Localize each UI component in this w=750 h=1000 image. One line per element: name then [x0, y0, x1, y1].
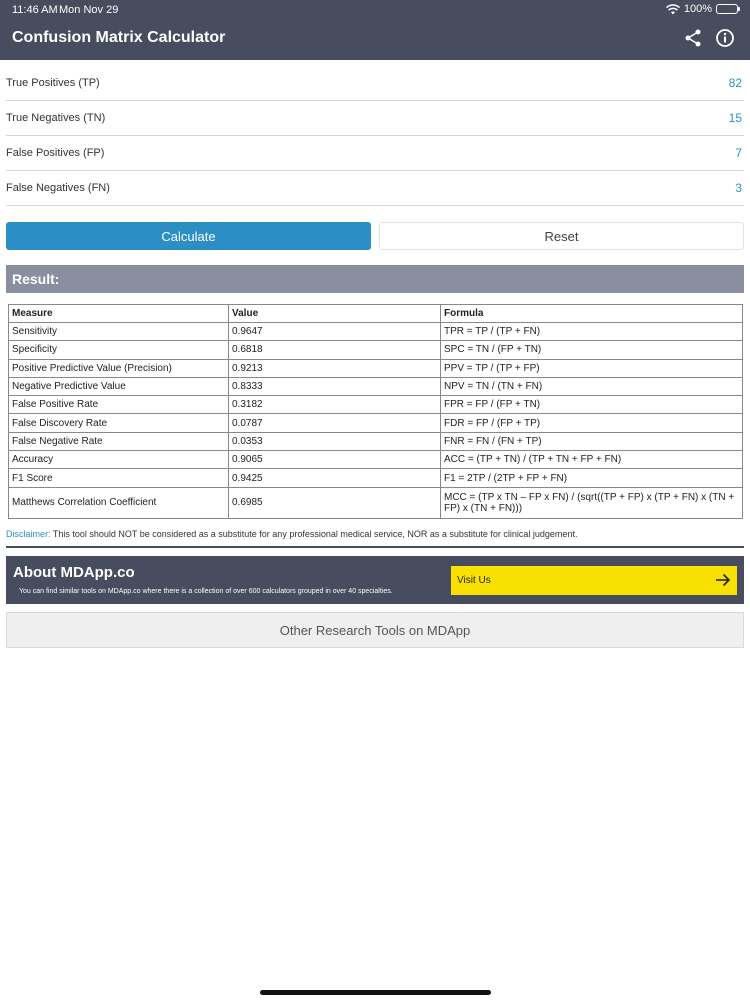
formula-cell: NPV = TN / (TN + FN) — [441, 377, 743, 395]
value-cell: 0.8333 — [229, 377, 441, 395]
divider — [6, 546, 744, 548]
value-cell: 0.9065 — [229, 451, 441, 469]
input-false-negatives[interactable] — [6, 171, 744, 206]
reset-button[interactable]: Reset — [379, 222, 744, 250]
input-true-negatives[interactable] — [6, 101, 744, 136]
value-cell: 0.0787 — [229, 414, 441, 432]
formula-cell: MCC = (TP x TN – FP x FN) / (sqrt((TP + FP) x (TP + FN) x (TN + FP) x (TN + FN))) — [441, 487, 743, 518]
about-banner — [6, 556, 744, 604]
formula-cell: FNR = FN / (FN + TP) — [441, 432, 743, 450]
value-cell: 0.9647 — [229, 323, 441, 341]
tp-label: True Positives (TP) — [6, 77, 100, 89]
result-table — [8, 304, 743, 519]
tp-input[interactable]: 82 — [728, 76, 742, 90]
table-row — [9, 341, 743, 359]
table-row — [9, 396, 743, 414]
result-heading: Result: — [6, 265, 744, 293]
formula-cell: ACC = (TP + TN) / (TP + TN + FP + FN) — [441, 451, 743, 469]
measure-cell: Negative Predictive Value — [9, 377, 229, 395]
table-row — [9, 377, 743, 395]
formula-cell: TPR = TP / (TP + FN) — [441, 323, 743, 341]
table-row — [9, 414, 743, 432]
disclaimer-label: Disclaimer: — [6, 529, 51, 539]
measure-cell: F1 Score — [9, 469, 229, 487]
input-true-positives[interactable] — [6, 66, 744, 101]
disclaimer-text: This tool should NOT be considered as a substitute for any professional medical service, NOR as a substitute for clinical judgement. — [50, 529, 578, 539]
about-title: About MDApp.co — [13, 564, 135, 581]
measure-cell: Matthews Correlation Coefficient — [9, 487, 229, 518]
status-date: Mon Nov 29 — [59, 4, 119, 16]
table-row — [9, 359, 743, 377]
measure-cell: False Positive Rate — [9, 396, 229, 414]
tn-input[interactable]: 15 — [728, 111, 742, 125]
value-cell: 0.3182 — [229, 396, 441, 414]
measure-cell: Sensitivity — [9, 323, 229, 341]
battery-icon — [716, 4, 738, 14]
share-icon[interactable] — [683, 28, 703, 48]
table-row — [9, 451, 743, 469]
visit-us-label: Visit Us — [457, 575, 491, 586]
calculate-button[interactable]: Calculate — [6, 222, 371, 250]
measure-cell: Accuracy — [9, 451, 229, 469]
value-cell: 0.9213 — [229, 359, 441, 377]
wifi-icon — [666, 4, 680, 15]
disclaimer — [6, 529, 577, 539]
value-cell: 0.6985 — [229, 487, 441, 518]
page-title: Confusion Matrix Calculator — [12, 29, 226, 46]
value-cell: 0.6818 — [229, 341, 441, 359]
app-header — [0, 0, 750, 60]
column-header: Measure — [9, 305, 229, 323]
measure-cell: False Negative Rate — [9, 432, 229, 450]
value-cell: 0.9425 — [229, 469, 441, 487]
measure-cell: Specificity — [9, 341, 229, 359]
arrow-right-icon — [715, 573, 731, 587]
value-cell: 0.0353 — [229, 432, 441, 450]
table-row — [9, 469, 743, 487]
status-indicators — [666, 3, 738, 15]
formula-cell: FPR = FP / (FP + TN) — [441, 396, 743, 414]
fn-input[interactable]: 3 — [735, 181, 742, 195]
status-time: 11:46 AM — [12, 4, 58, 16]
fn-label: False Negatives (FN) — [6, 182, 110, 194]
column-header: Formula — [441, 305, 743, 323]
about-subtitle: You can find similar tools on MDApp.co where there is a collection of over 600 calculators grouped in over 40 specialties. — [19, 588, 393, 595]
fp-input[interactable]: 7 — [735, 146, 742, 160]
formula-cell: FDR = FP / (FP + TP) — [441, 414, 743, 432]
formula-cell: F1 = 2TP / (2TP + FP + FN) — [441, 469, 743, 487]
other-research-tools-button[interactable]: Other Research Tools on MDApp — [6, 612, 744, 648]
table-row — [9, 432, 743, 450]
info-icon[interactable] — [715, 28, 735, 48]
column-header: Value — [229, 305, 441, 323]
table-row — [9, 323, 743, 341]
input-false-positives[interactable] — [6, 136, 744, 171]
visit-us-button[interactable] — [451, 566, 737, 595]
formula-cell: SPC = TN / (FP + TN) — [441, 341, 743, 359]
home-indicator — [260, 990, 491, 995]
table-row — [9, 487, 743, 518]
formula-cell: PPV = TP / (TP + FP) — [441, 359, 743, 377]
table-header-row — [9, 305, 743, 323]
tn-label: True Negatives (TN) — [6, 112, 106, 124]
fp-label: False Positives (FP) — [6, 147, 105, 159]
battery-percent: 100% — [683, 3, 712, 15]
measure-cell: Positive Predictive Value (Precision) — [9, 359, 229, 377]
measure-cell: False Discovery Rate — [9, 414, 229, 432]
